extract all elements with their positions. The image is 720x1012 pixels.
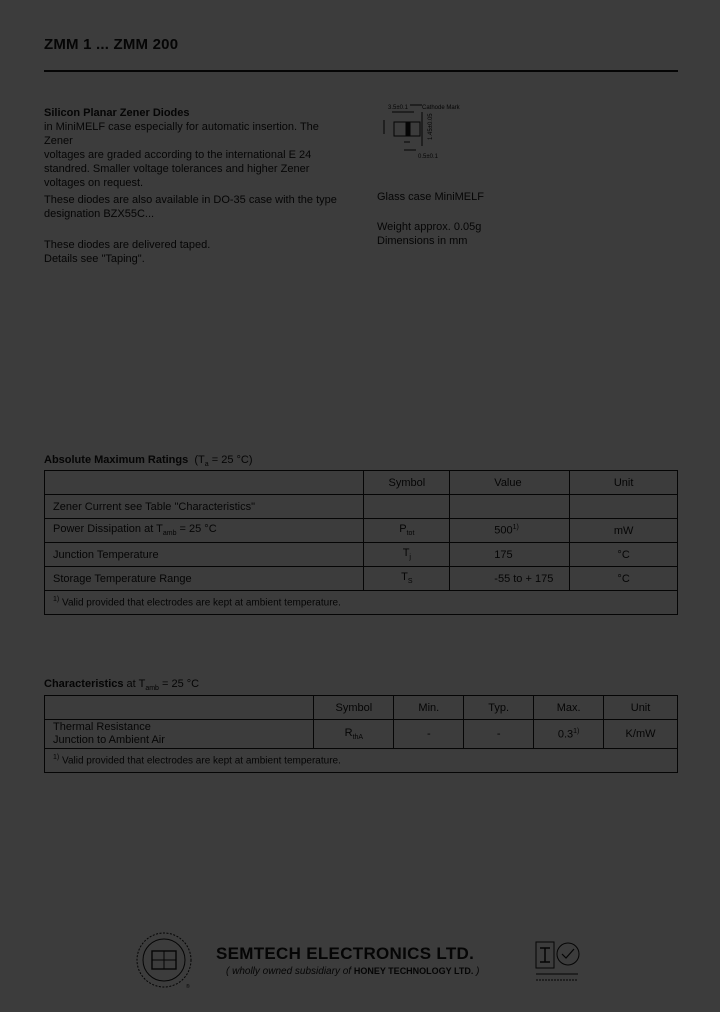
abs-max-cond-post: = 25 °C) [208,454,253,466]
abs-max-cond-sub: a [204,461,209,469]
row-max: 0.3$^{1)}$ [534,720,604,749]
intro-heading: Silicon Planar Zener Diodes [44,107,190,119]
row-param: Junction Temperature [45,543,364,567]
row-symbol: $T_S$ [364,567,450,591]
package-dimensions: Dimensions in mm [377,235,468,247]
table-header-row [45,471,678,495]
row-param: Zener Current see Table "Characteristics" [45,495,364,519]
intro-line: voltages on request. [44,177,144,189]
company-subsidiary: ( wholly owned subsidiary of HONEY TECHNOLOGY LTD. ) [226,966,480,977]
certification-marks-icon [534,940,582,988]
intro-line: in MiniMELF case especially for automatic insertion. The Zener [44,121,319,147]
char-table [44,695,678,773]
row-value: -55 to + 175 [450,567,570,591]
intro-line: These diodes are also available in DO-35 case with the type [44,194,337,206]
table-row [45,543,678,567]
row-unit: mW [570,519,678,543]
table-row [45,567,678,591]
package-case: Glass case MiniMELF [377,191,484,203]
intro-para2 [44,193,344,221]
char-heading-block: Characteristics at $T_{amb} = 25$ °C [44,678,200,693]
intro-line: Details see "Taping". [44,253,145,265]
header-symbol: Symbol [364,471,450,495]
footnote: $^{1)}$ Valid provided that electrodes are kept at ambient temperature. [45,749,678,773]
page-title: ZMM 1 ... ZMM 200 [44,36,179,53]
intro-line: voltages are graded according to the international E 24 [44,149,312,161]
svg-text:®: ® [186,984,190,990]
abs-max-heading: Absolute Maximum Ratings [44,454,189,466]
intro-para3 [44,238,344,266]
row-symbol: $R_{thA}$ [314,720,394,749]
company-name: SEMTECH ELECTRONICS LTD. [216,944,475,963]
title-rule [44,70,678,72]
header-typ: Typ. [464,696,534,720]
package-weight: Weight approx. 0.05g [377,221,482,233]
header-unit: Unit [604,696,678,720]
package-drawing [374,100,484,162]
header-value: Value [450,471,570,495]
drawing-dim-bottom: 0.5±0.1 [418,154,438,160]
footnote: $^{1)}$ Valid provided that electrodes are kept at ambient temperature. [45,591,678,615]
company-logo-icon [136,932,194,990]
char-heading: Characteristics [44,678,124,690]
row-param: Thermal Resistance Junction to Ambient Air [45,720,314,749]
table-row [45,519,678,543]
row-value: 175 [450,543,570,567]
header-max: Max. [534,696,604,720]
header-symbol: Symbol [314,696,394,720]
row-unit: K/mW [604,720,678,749]
header-unit: Unit [570,471,678,495]
footnote-row [45,749,678,773]
row-symbol: $P_{tot}$ [364,519,450,543]
row-symbol: $T_j$ [364,543,450,567]
row-unit: °C [570,567,678,591]
row-param: Storage Temperature Range [45,567,364,591]
intro-line: standred. Smaller voltage tolerances and higher Zener [44,163,310,175]
header-min: Min. [394,696,464,720]
intro-section [44,106,344,190]
row-value: 500$^{1)}$ [450,519,570,543]
intro-line: These diodes are delivered taped. [44,239,211,251]
row-min: - [394,720,464,749]
drawing-dim-side: 1.45±0.05 [428,113,434,140]
drawing-dim-top: 3.5±0.1 [388,105,408,111]
abs-max-table [44,470,678,615]
table-row [45,720,678,749]
drawing-cathode-label: Cathode Mark [422,105,460,111]
header-parameter [45,471,364,495]
abs-max-cond-pre: (T [194,454,205,466]
table-header-row [45,696,678,720]
intro-line: designation BZX55C... [44,208,155,220]
table-row [45,495,678,519]
row-param: Power Dissipation at $T_{amb} = 25$ °C [45,519,364,543]
row-unit: °C [570,543,678,567]
abs-max-heading-block [44,454,253,468]
footnote-row [45,591,678,615]
row-typ: - [464,720,534,749]
